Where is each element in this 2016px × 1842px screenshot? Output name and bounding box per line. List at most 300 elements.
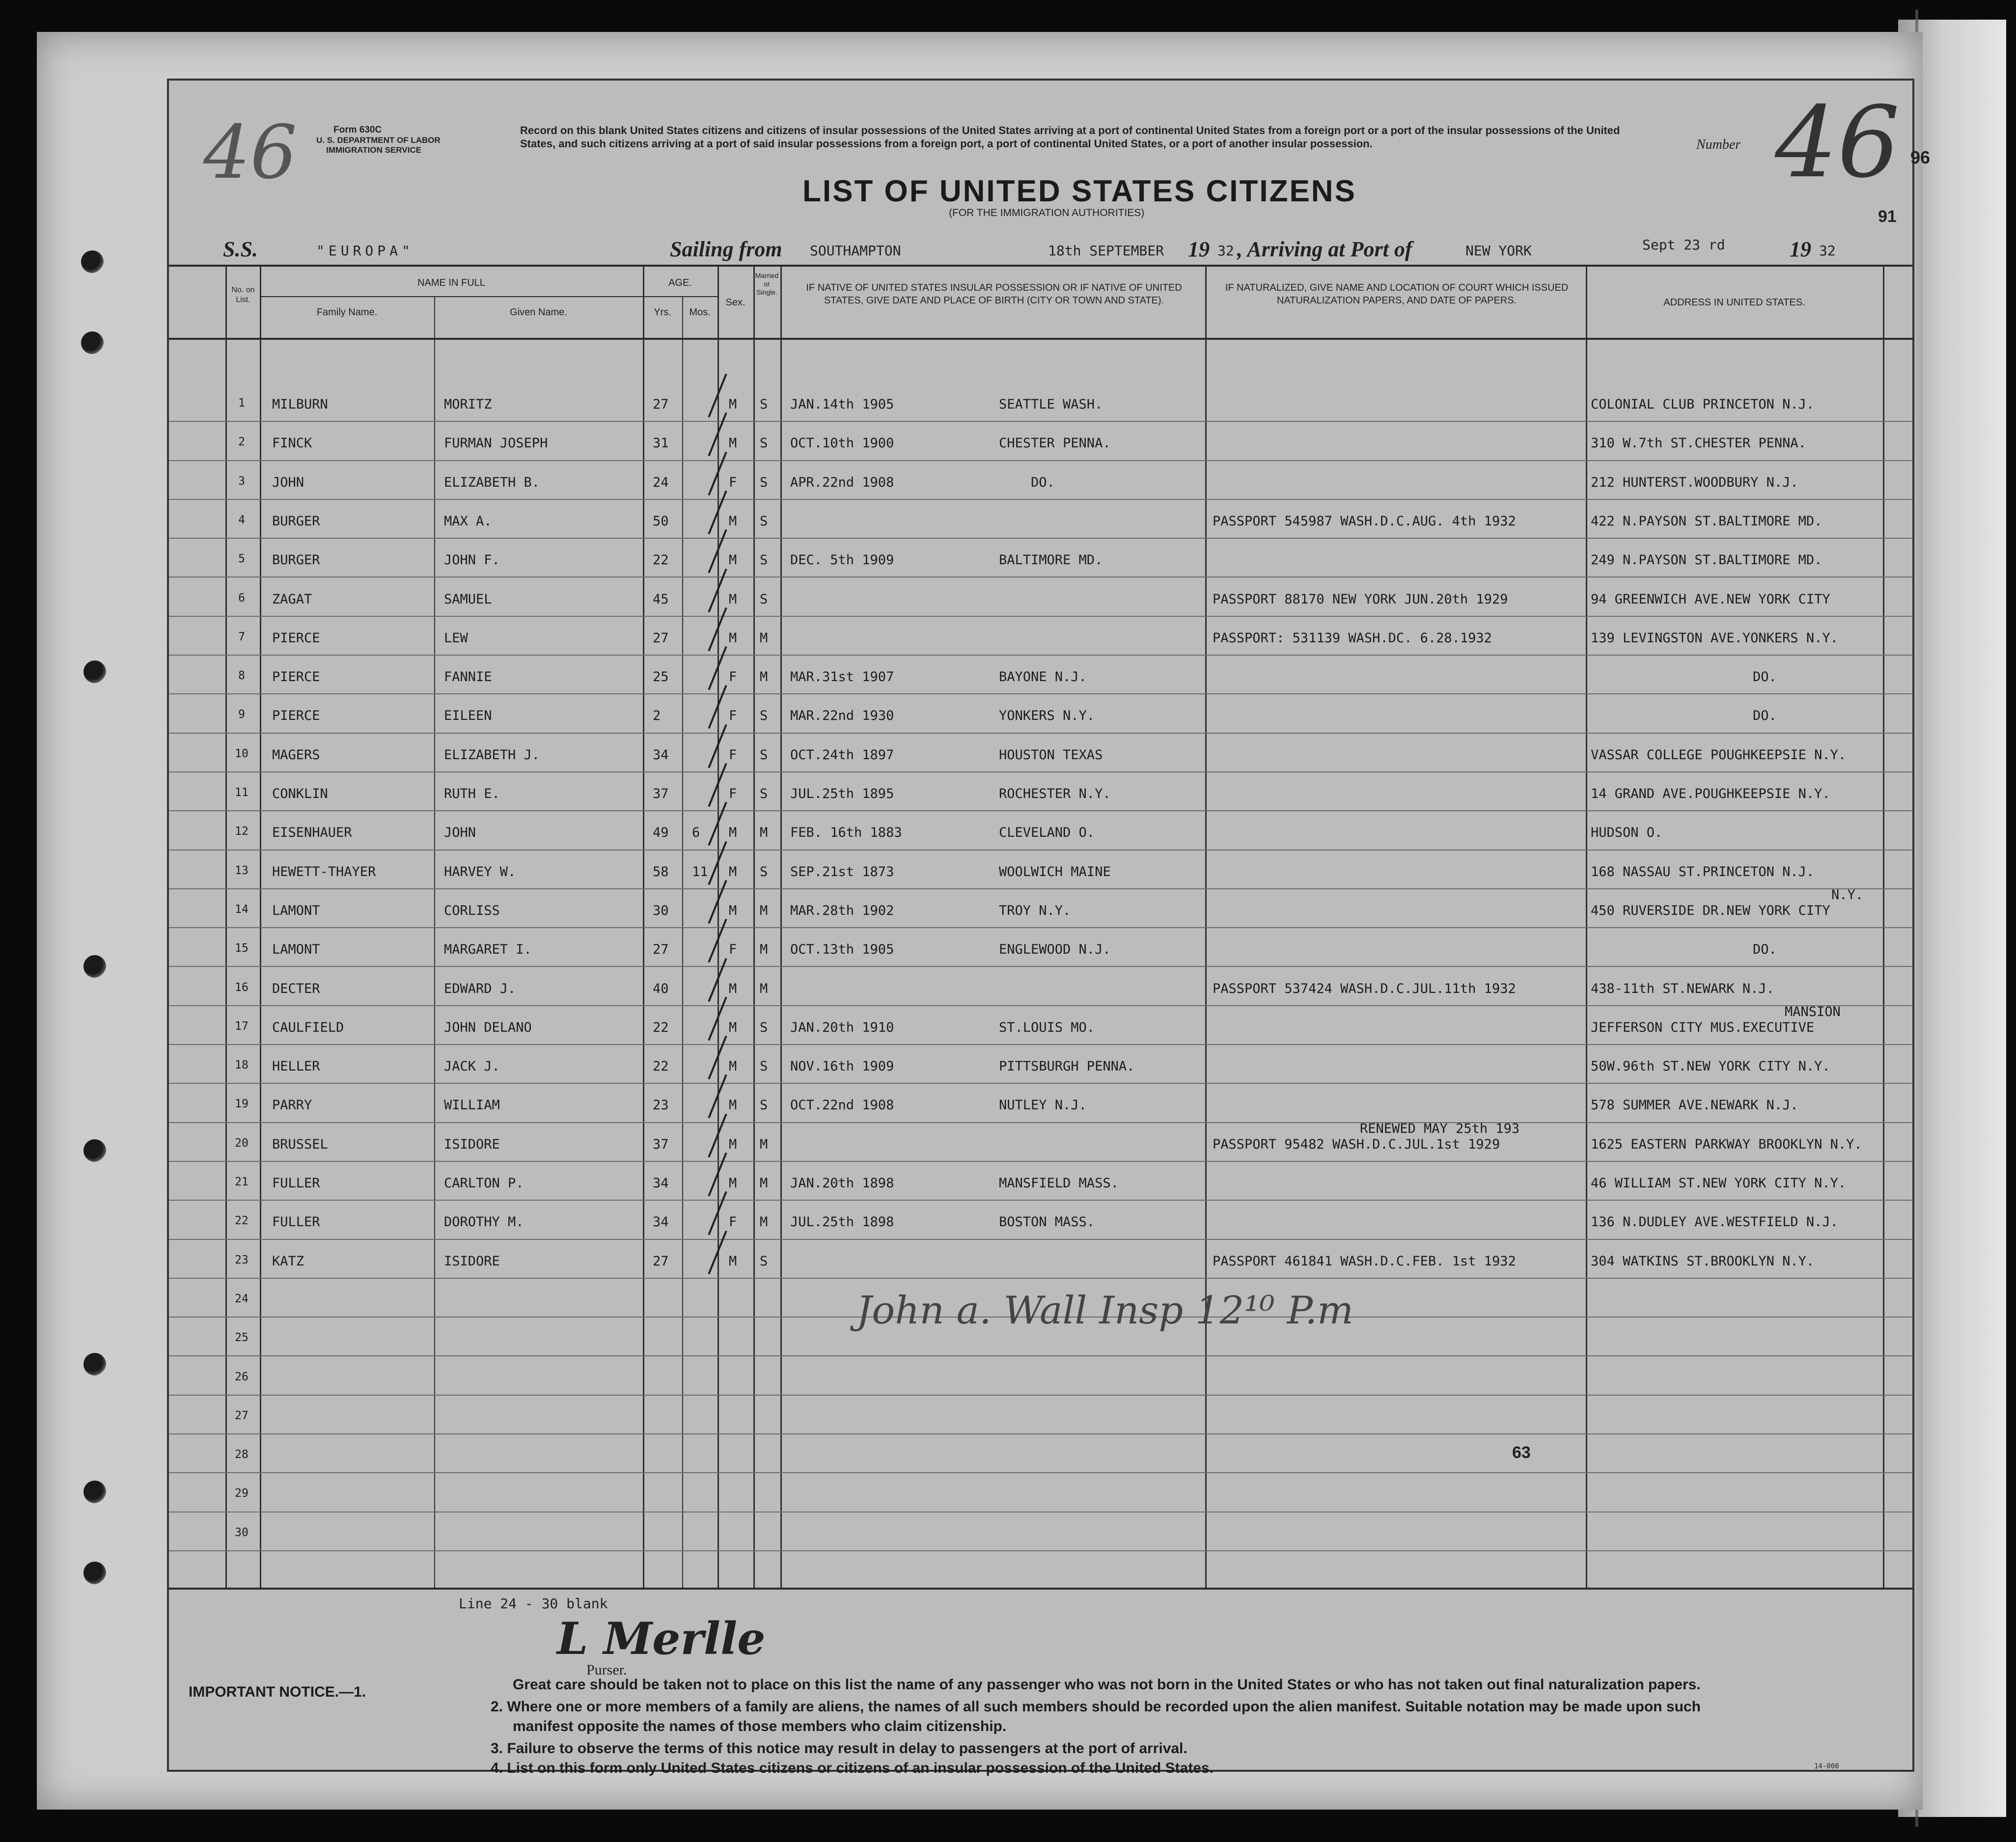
number-label: Number xyxy=(1696,137,1741,152)
sex: F xyxy=(729,474,737,490)
naturalization: PASSPORT 545987 WASH.D.C.AUG. 4th 1932 xyxy=(1213,513,1516,529)
given-name: ELIZABETH B. xyxy=(444,474,540,490)
depart-year-prefix: 19 xyxy=(1188,237,1210,261)
family-name: FULLER xyxy=(272,1214,320,1230)
family-name: PARRY xyxy=(272,1098,312,1113)
given-name: JOHN F. xyxy=(444,552,500,568)
age-years: 24 xyxy=(653,474,669,490)
address: 249 N.PAYSON ST.BALTIMORE MD. xyxy=(1591,552,1823,568)
birth-date: JAN.20th 1898 xyxy=(790,1176,894,1191)
sex: M xyxy=(729,513,737,529)
birth-date: SEP.21st 1873 xyxy=(790,864,894,880)
sex: M xyxy=(729,1136,737,1152)
age-years: 22 xyxy=(653,1059,669,1074)
table-row xyxy=(169,1044,1912,1084)
row-number: 6 xyxy=(238,591,245,605)
row-number: 30 xyxy=(235,1526,249,1539)
row-number: 1 xyxy=(238,397,245,410)
given-name: EDWARD J. xyxy=(444,981,516,996)
family-name: LAMONT xyxy=(272,942,320,958)
col-sex: Sex. xyxy=(725,297,746,308)
age-years: 40 xyxy=(653,981,669,996)
age-years: 27 xyxy=(653,942,669,958)
binder-hole-icon xyxy=(83,1562,106,1584)
table-row xyxy=(169,1512,1912,1551)
from-port: SOUTHAMPTON xyxy=(810,243,901,259)
sex: M xyxy=(729,981,737,996)
address: 450 RUVERSIDE DR.NEW YORK CITY xyxy=(1591,903,1830,918)
depart-date: 18th SEPTEMBER xyxy=(1048,243,1164,259)
row-number: 3 xyxy=(238,474,245,488)
naturalization: PASSPORT: 531139 WASH.DC. 6.28.1932 xyxy=(1213,630,1492,646)
table-row xyxy=(169,382,1912,422)
row-number: 29 xyxy=(235,1487,249,1500)
notice-2b: manifest opposite the names of those members who claim citizenship. xyxy=(513,1718,1007,1734)
col-address: ADDRESS IN UNITED STATES. xyxy=(1663,297,1805,308)
row-number: 11 xyxy=(235,786,249,799)
family-name: HEWETT-THAYER xyxy=(272,864,376,880)
sex: M xyxy=(729,1176,737,1191)
age-years: 27 xyxy=(653,1253,669,1269)
table-row xyxy=(169,1005,1912,1045)
birth-place: SEATTLE WASH. xyxy=(999,397,1103,412)
handwritten-number-right: 46 xyxy=(1775,85,1900,200)
age-months: 6 xyxy=(692,825,700,841)
given-name: FANNIE xyxy=(444,669,492,685)
sex: M xyxy=(729,630,737,646)
address: 304 WATKINS ST.BROOKLYN N.Y. xyxy=(1591,1253,1815,1269)
birth-date: OCT.10th 1900 xyxy=(790,436,894,451)
row-number: 25 xyxy=(235,1331,249,1345)
age-years: 31 xyxy=(653,436,669,451)
given-name: MORITZ xyxy=(444,397,492,412)
marital-status: S xyxy=(760,397,768,412)
row-number: 28 xyxy=(235,1448,249,1461)
birth-date: OCT.24th 1897 xyxy=(790,747,894,763)
notice-1: Great care should be taken not to place on this list the name of any passenger who was not born in the United States or who has not taken out final naturalization papers. xyxy=(513,1677,1701,1693)
row-number: 8 xyxy=(238,669,245,683)
table-row xyxy=(169,538,1912,577)
address: 310 W.7th ST.CHESTER PENNA. xyxy=(1591,436,1806,451)
given-name: HARVEY W. xyxy=(444,864,516,880)
row-number: 23 xyxy=(235,1253,249,1266)
row-number: 27 xyxy=(235,1409,249,1422)
address-addendum: MANSION xyxy=(1785,1004,1841,1019)
sailing-from-label: Sailing from xyxy=(670,237,782,261)
age-years: 27 xyxy=(653,397,669,412)
age-years: 22 xyxy=(653,1019,669,1035)
address-addendum: N.Y. xyxy=(1831,887,1864,903)
row-number: 7 xyxy=(238,630,245,643)
sex: F xyxy=(729,786,737,801)
sex: M xyxy=(729,1098,737,1113)
sex: M xyxy=(729,864,737,880)
address: JEFFERSON CITY MUS.EXECUTIVE xyxy=(1591,1019,1815,1035)
birth-date: JAN.14th 1905 xyxy=(790,397,894,412)
family-name: ZAGAT xyxy=(272,591,312,607)
table-row xyxy=(169,850,1912,889)
family-name: FINCK xyxy=(272,436,312,451)
birth-place: ROCHESTER N.Y. xyxy=(999,786,1111,801)
marital-status: M xyxy=(760,630,768,646)
marital-status: M xyxy=(760,1214,768,1230)
marital-status: S xyxy=(760,1059,768,1074)
row-number: 17 xyxy=(235,1019,249,1033)
binder-hole-icon xyxy=(83,1353,106,1375)
sex: F xyxy=(729,669,737,685)
naturalization: PASSPORT 95482 WASH.D.C.JUL.1st 1929 xyxy=(1213,1136,1500,1152)
marital-status: M xyxy=(760,825,768,841)
marital-status: M xyxy=(760,903,768,918)
naturalization: PASSPORT 537424 WASH.D.C.JUL.11th 1932 xyxy=(1213,981,1516,996)
birth-date: JUL.25th 1898 xyxy=(790,1214,894,1230)
marital-status: S xyxy=(760,436,768,451)
row-number: 16 xyxy=(235,981,249,994)
address: DO. xyxy=(1753,708,1777,724)
address: DO. xyxy=(1753,942,1777,958)
notice-2a: 2. Where one or more members of a family are aliens, the names of all such members should be recorded upon the alien manifest. Suitable notation may be made upon such xyxy=(491,1699,1701,1715)
sex: F xyxy=(729,747,737,763)
row-number: 22 xyxy=(235,1214,249,1228)
age-years: 25 xyxy=(653,669,669,685)
arrival-year-prefix: 19 xyxy=(1790,237,1811,261)
family-name: FULLER xyxy=(272,1176,320,1191)
birth-place: HOUSTON TEXAS xyxy=(999,747,1103,763)
address: HUDSON O. xyxy=(1591,825,1663,841)
table-row xyxy=(169,1200,1912,1239)
age-years: 37 xyxy=(653,786,669,801)
row-number: 15 xyxy=(235,942,249,955)
birth-place: YONKERS N.Y. xyxy=(999,708,1095,724)
row-number: 12 xyxy=(235,825,249,838)
table-row xyxy=(169,1433,1912,1473)
given-name: FURMAN JOSEPH xyxy=(444,436,548,451)
age-years: 58 xyxy=(653,864,669,880)
address: 94 GREENWICH AVE.NEW YORK CITY xyxy=(1591,591,1830,607)
family-name: JOHN xyxy=(272,474,304,490)
row-number: 10 xyxy=(235,747,249,760)
notice-3: 3. Failure to observe the terms of this notice may result in delay to passengers at the port of arrival. xyxy=(491,1740,1188,1757)
birth-place: BAYONE N.J. xyxy=(999,669,1087,685)
sex: F xyxy=(729,708,737,724)
given-name: CARLTON P. xyxy=(444,1176,524,1191)
passenger-rows xyxy=(169,382,1912,1551)
marital-status: S xyxy=(760,1253,768,1269)
family-name: PIERCE xyxy=(272,669,320,685)
given-name: JOHN DELANO xyxy=(444,1019,532,1035)
sex: F xyxy=(729,1214,737,1230)
row-number: 24 xyxy=(235,1292,249,1305)
age-years: 30 xyxy=(653,903,669,918)
col-mos: Mos. xyxy=(689,307,711,318)
naturalization: PASSPORT 461841 WASH.D.C.FEB. 1st 1932 xyxy=(1213,1253,1516,1269)
sex: M xyxy=(729,1019,737,1035)
birth-date: MAR.28th 1902 xyxy=(790,903,894,918)
family-name: CAULFIELD xyxy=(272,1019,344,1035)
given-name: MAX A. xyxy=(444,513,492,529)
table-row xyxy=(169,1083,1912,1123)
birth-place: PITTSBURGH PENNA. xyxy=(999,1059,1135,1074)
given-name: ISIDORE xyxy=(444,1136,500,1152)
address: 46 WILLIAM ST.NEW YORK CITY N.Y. xyxy=(1591,1176,1847,1191)
given-name: RUTH E. xyxy=(444,786,500,801)
col-birth: IF NATIVE OF UNITED STATES INSULAR POSSESSION OR IF NATIVE OF UNITED STATES, GIVE DATE AND PLACE OF BIRTH (CITY OR TOWN AND STATE). xyxy=(806,282,1182,306)
address: 422 N.PAYSON ST.BALTIMORE MD. xyxy=(1591,513,1823,529)
age-years: 37 xyxy=(653,1136,669,1152)
margin-number: 63 xyxy=(1512,1443,1531,1462)
row-number: 4 xyxy=(238,513,245,526)
table-row xyxy=(169,810,1912,850)
row-number: 9 xyxy=(238,708,245,721)
table-row xyxy=(169,460,1912,500)
given-name: WILLIAM xyxy=(444,1098,500,1113)
birth-place: BOSTON MASS. xyxy=(999,1214,1095,1230)
marital-status: S xyxy=(760,1098,768,1113)
arriving-label: , Arriving at Port of xyxy=(1237,237,1412,261)
family-name: PIERCE xyxy=(272,708,320,724)
sex: M xyxy=(729,1059,737,1074)
birth-place: NUTLEY N.J. xyxy=(999,1098,1087,1113)
birth-place: BALTIMORE MD. xyxy=(999,552,1103,568)
table-row xyxy=(169,616,1912,656)
given-name: LEW xyxy=(444,630,468,646)
row-number: 21 xyxy=(235,1176,249,1188)
page-subtitle: (FOR THE IMMIGRATION AUTHORITIES) xyxy=(949,207,1145,219)
birth-place: CLEVELAND O. xyxy=(999,825,1095,841)
col-given-name: Given Name. xyxy=(510,307,567,318)
form-code: 14-000 xyxy=(1814,1762,1839,1770)
address: 1625 EASTERN PARKWAY BROOKLYN N.Y. xyxy=(1591,1136,1862,1152)
marital-status: S xyxy=(760,513,768,529)
birth-date: JAN.20th 1910 xyxy=(790,1019,894,1035)
marital-status: S xyxy=(760,864,768,880)
table-row xyxy=(169,421,1912,461)
marital-status: M xyxy=(760,942,768,958)
given-name: CORLISS xyxy=(444,903,500,918)
row-number: 18 xyxy=(235,1059,249,1072)
age-years: 2 xyxy=(653,708,661,724)
sex: M xyxy=(729,1253,737,1269)
col-no: No. on List. xyxy=(231,286,255,304)
arrival-port: NEW YORK xyxy=(1465,243,1532,259)
marital-status: M xyxy=(760,669,768,685)
marital-status: M xyxy=(760,1136,768,1152)
family-name: LAMONT xyxy=(272,903,320,918)
row-number: 13 xyxy=(235,864,249,877)
family-name: MAGERS xyxy=(272,747,320,763)
address: 139 LEVINGSTON AVE.YONKERS N.Y. xyxy=(1591,630,1838,646)
sex: M xyxy=(729,825,737,841)
age-years: 49 xyxy=(653,825,669,841)
form-number: Form 630C xyxy=(333,125,382,135)
handwritten-number-left: 46 xyxy=(203,110,297,195)
table-row xyxy=(169,1122,1912,1162)
address: 212 HUNTERST.WOODBURY N.J. xyxy=(1591,474,1798,490)
family-name: DECTER xyxy=(272,981,320,996)
birth-date: MAR.31st 1907 xyxy=(790,669,894,685)
row-number: 26 xyxy=(235,1370,249,1383)
binder-hole-icon xyxy=(83,955,106,978)
col-married: Married or Single. xyxy=(755,272,779,296)
table-row xyxy=(169,1356,1912,1396)
naturalization: PASSPORT 88170 NEW YORK JUN.20th 1929 xyxy=(1213,591,1508,607)
marital-status: S xyxy=(760,591,768,607)
family-name: KATZ xyxy=(272,1253,304,1269)
table-row xyxy=(169,888,1912,928)
manifest-table xyxy=(169,265,1912,1590)
marital-status: S xyxy=(760,1019,768,1035)
age-years: 23 xyxy=(653,1098,669,1113)
col-naturalized: IF NATURALIZED, GIVE NAME AND LOCATION OF COURT WHICH ISSUED NATURALIZATION PAPERS, AND DATE OF PAPERS. xyxy=(1225,282,1569,306)
given-name: SAMUEL xyxy=(444,591,492,607)
family-name: CONKLIN xyxy=(272,786,328,801)
family-name: BURGER xyxy=(272,513,320,529)
birth-date: OCT.13th 1905 xyxy=(790,942,894,958)
birth-date: NOV.16th 1909 xyxy=(790,1059,894,1074)
address: VASSAR COLLEGE POUGHKEEPSIE N.Y. xyxy=(1591,747,1847,763)
service: IMMIGRATION SERVICE xyxy=(326,145,421,155)
age-years: 27 xyxy=(653,630,669,646)
col-name-in-full: NAME IN FULL xyxy=(417,277,485,288)
sex: M xyxy=(729,397,737,412)
marital-status: M xyxy=(760,981,768,996)
page-edge xyxy=(1915,10,2012,1827)
table-row xyxy=(169,1161,1912,1201)
table-row xyxy=(169,1395,1912,1434)
depart-year: 32 xyxy=(1217,243,1234,259)
manifest-sheet xyxy=(37,32,1931,1810)
birth-date: JUL.25th 1895 xyxy=(790,786,894,801)
age-years: 45 xyxy=(653,591,669,607)
col-family-name: Family Name. xyxy=(316,307,378,318)
department: U. S. DEPARTMENT OF LABOR xyxy=(316,136,441,145)
col-yrs: Yrs. xyxy=(654,307,671,318)
given-name: EILEEN xyxy=(444,708,492,724)
address: COLONIAL CLUB PRINCETON N.J. xyxy=(1591,397,1815,412)
age-years: 34 xyxy=(653,1176,669,1191)
notice-label: IMPORTANT NOTICE.—1. xyxy=(189,1684,366,1700)
page-stamp-2: 96 xyxy=(1910,147,1931,167)
address: 438-11th ST.NEWARK N.J. xyxy=(1591,981,1774,996)
row-number: 14 xyxy=(235,903,249,916)
page-title: LIST OF UNITED STATES CITIZENS xyxy=(802,174,1356,208)
birth-date: APR.22nd 1908 xyxy=(790,474,894,490)
table-row xyxy=(169,1239,1912,1279)
page-stamp: 91 xyxy=(1878,207,1897,226)
age-years: 50 xyxy=(653,513,669,529)
birth-place: TROY N.Y. xyxy=(999,903,1071,918)
birth-date: DEC. 5th 1909 xyxy=(790,552,894,568)
birth-place: CHESTER PENNA. xyxy=(999,436,1111,451)
age-years: 22 xyxy=(653,552,669,568)
table-row xyxy=(169,966,1912,1006)
ship-name: "EUROPA" xyxy=(316,243,414,259)
birth-place: ST.LOUIS MO. xyxy=(999,1019,1095,1035)
sex: M xyxy=(729,903,737,918)
table-row xyxy=(169,577,1912,617)
address: 168 NASSAU ST.PRINCETON N.J. xyxy=(1591,864,1815,880)
marital-status: S xyxy=(760,708,768,724)
marital-status: S xyxy=(760,747,768,763)
table-row xyxy=(169,733,1912,772)
given-name: DOROTHY M. xyxy=(444,1214,524,1230)
table-row xyxy=(169,1472,1912,1512)
binder-hole-icon xyxy=(83,1139,106,1162)
family-name: BURGER xyxy=(272,552,320,568)
birth-date: MAR.22nd 1930 xyxy=(790,708,894,724)
col-age: AGE. xyxy=(668,277,692,288)
citizens-list-form xyxy=(167,79,1914,1776)
address: 50W.96th ST.NEW YORK CITY N.Y. xyxy=(1591,1059,1830,1074)
binder-hole-icon xyxy=(83,1481,106,1503)
age-years: 34 xyxy=(653,747,669,763)
table-row xyxy=(169,693,1912,733)
family-name: MILBURN xyxy=(272,397,328,412)
table-row xyxy=(169,499,1912,539)
marital-status: S xyxy=(760,474,768,490)
table-row xyxy=(169,771,1912,811)
arrival-year: 32 xyxy=(1819,243,1836,259)
binder-hole-icon xyxy=(81,250,104,273)
sex: M xyxy=(729,591,737,607)
family-name: BRUSSEL xyxy=(272,1136,328,1152)
given-name: JOHN xyxy=(444,825,476,841)
birth-place: WOOLWICH MAINE xyxy=(999,864,1111,880)
row-number: 19 xyxy=(235,1098,249,1111)
arrival-date: Sept 23 rd xyxy=(1642,237,1725,253)
purser-signature: L Merlle xyxy=(557,1613,766,1665)
sex: F xyxy=(729,942,737,958)
given-name: ISIDORE xyxy=(444,1253,500,1269)
sex: M xyxy=(729,552,737,568)
marital-status: S xyxy=(760,552,768,568)
given-name: MARGARET I. xyxy=(444,942,532,958)
table-row xyxy=(169,927,1912,967)
address: DO. xyxy=(1753,669,1777,685)
given-name: ELIZABETH J. xyxy=(444,747,540,763)
record-instructions: Record on this blank United States citizens and citizens of insular possessions of the United States arriving at a port of continental United States from a foreign port or a port of the insular possessions of the United States, and such citizens arriving at a port of said insular possessions from a foreign port, a port of continental United States, or a port of another insular possession. xyxy=(520,124,1620,150)
birth-date: FEB. 16th 1883 xyxy=(790,825,902,841)
marital-status: M xyxy=(760,1176,768,1191)
row-number: 20 xyxy=(235,1136,249,1150)
notice-4: 4. List on this form only United States citizens or citizens of an insular possession of the United States. xyxy=(491,1760,1214,1776)
family-name: EISENHAUER xyxy=(272,825,352,841)
family-name: HELLER xyxy=(272,1059,320,1074)
birth-place: ENGLEWOOD N.J. xyxy=(999,942,1111,958)
age-months: 11 xyxy=(692,864,708,880)
address: 136 N.DUDLEY AVE.WESTFIELD N.J. xyxy=(1591,1214,1838,1230)
address: 14 GRAND AVE.POUGHKEEPSIE N.Y. xyxy=(1591,786,1830,801)
naturalization-addendum: RENEWED MAY 25th 193 xyxy=(1360,1121,1520,1136)
binder-hole-icon xyxy=(81,331,104,354)
sex: M xyxy=(729,436,737,451)
table-row xyxy=(169,655,1912,694)
birth-date: OCT.22nd 1908 xyxy=(790,1098,894,1113)
row-number: 2 xyxy=(238,436,245,449)
address: 578 SUMMER AVE.NEWARK N.J. xyxy=(1591,1098,1798,1113)
age-years: 34 xyxy=(653,1214,669,1230)
binder-hole-icon xyxy=(83,660,106,683)
inspector-note: John a. Wall Insp 12¹⁰ P.m xyxy=(856,1289,1353,1333)
family-name: PIERCE xyxy=(272,630,320,646)
birth-place: MANSFIELD MASS. xyxy=(999,1176,1119,1191)
birth-place: DO. xyxy=(1031,474,1055,490)
purser-label: Purser. xyxy=(586,1662,627,1678)
given-name: JACK J. xyxy=(444,1059,500,1074)
line-note: Line 24 - 30 blank xyxy=(459,1595,608,1612)
ss-label: S.S. xyxy=(223,237,258,261)
row-number: 5 xyxy=(238,552,245,566)
